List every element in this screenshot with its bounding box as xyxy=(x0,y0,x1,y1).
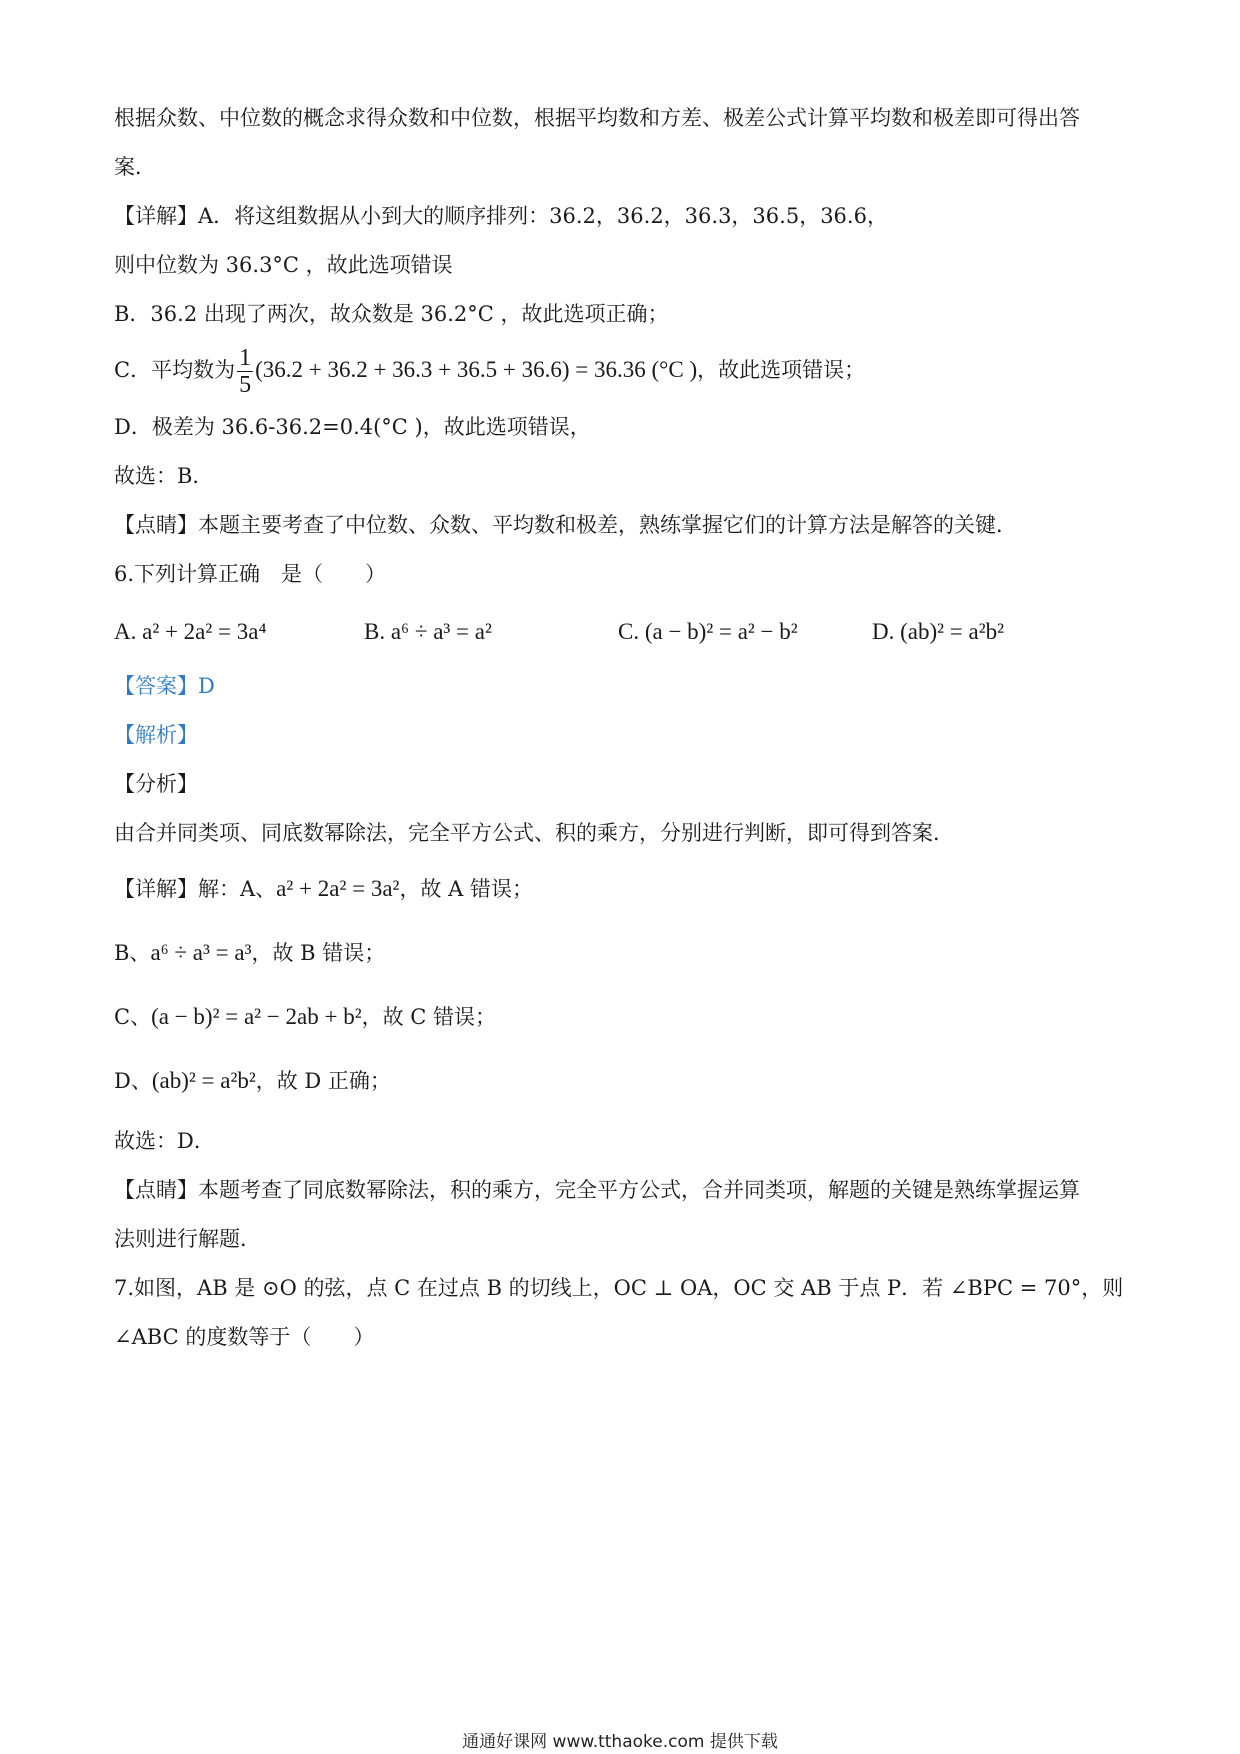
text-prefix: C．平均数为 xyxy=(114,358,236,382)
text-line: 案． xyxy=(114,155,156,179)
text-suffix: ，故此选项错误； xyxy=(697,358,866,382)
math-expression: (a − b)² = a² − 2ab + b² xyxy=(151,1004,362,1029)
option-a: A. a² + 2a² = 3a⁴ xyxy=(114,619,267,644)
answer-label: 【答案】D xyxy=(114,674,215,698)
question-7: 7.如图，AB 是 ⊙O 的弦，点 C 在过点 B 的切线上，OC ⊥ OA，OC 交 AB 于点 P．若 ∠BPC = 70°，则 xyxy=(114,1276,1124,1300)
text-prefix: 【详解】解：A、 xyxy=(114,877,277,901)
text-prefix: C、 xyxy=(114,1005,152,1029)
text-suffix: ，故 A 错误； xyxy=(399,877,533,901)
option-c: C. (a − b)² = a² − b² xyxy=(618,619,798,644)
text-suffix: ，故 D 正确； xyxy=(255,1069,391,1093)
question-6: 6.下列计算正确 是（ ） xyxy=(114,562,387,586)
math-expression: (36.2 + 36.2 + 36.3 + 36.5 + 36.6) = 36.36 (°C ) xyxy=(255,357,698,382)
fraction-numerator: 1 xyxy=(239,345,252,371)
mean-formula-line xyxy=(114,342,865,398)
fraction xyxy=(237,345,253,398)
text-line: 【点睛】本题考查了同底数幂除法，积的乘方，完全平方公式，合并同类项，解题的关键是熟练掌握运算 xyxy=(114,1178,1080,1202)
text-suffix: ，故 B 错误； xyxy=(251,941,386,965)
text-prefix: B、 xyxy=(114,941,151,965)
text-line: 故选：B． xyxy=(114,464,214,488)
detail-b xyxy=(114,938,385,968)
option-b: B. a⁶ ÷ a³ = a² xyxy=(364,619,492,644)
detail-d xyxy=(114,1066,391,1096)
text-line: 则中位数为 36.3°C ，故此选项错误 xyxy=(114,253,453,277)
text-suffix: ，故 C 错误； xyxy=(361,1005,497,1029)
text-prefix: D、 xyxy=(114,1069,152,1093)
option-d: D. (ab)² = a²b² xyxy=(872,619,1005,644)
text-line: 【点睛】本题主要考查了中位数、众数、平均数和极差，熟练掌握它们的计算方法是解答的关键． xyxy=(114,513,1017,537)
text-line: ∠ABC 的度数等于（ ） xyxy=(114,1325,375,1349)
detail-a xyxy=(114,874,533,904)
analysis-label: 【解析】 xyxy=(114,723,198,747)
text-line: 故选：D． xyxy=(114,1129,215,1153)
text-line: D．极差为 36.6-36.2=0.4(°C )，故此选项错误， xyxy=(114,415,591,439)
fenxi-label: 【分析】 xyxy=(114,772,198,796)
text-line: 【详解】A．将这组数据从小到大的顺序排列：36.2，36.2，36.3，36.5，36.6， xyxy=(114,204,888,228)
text-line: 根据众数、中位数的概念求得众数和中位数，根据平均数和方差、极差公式计算平均数和极差即可得出答 xyxy=(114,106,1080,130)
math-expression: a² + 2a² = 3a² xyxy=(276,876,400,901)
math-expression: (ab)² = a²b² xyxy=(151,1068,256,1093)
text-line: B．36.2 出现了两次，故众数是 36.2°C ，故此选项正确； xyxy=(114,302,669,326)
detail-c xyxy=(114,1002,496,1032)
math-expression: a⁶ ÷ a³ = a³ xyxy=(150,940,252,965)
fraction-denominator: 5 xyxy=(239,372,252,398)
page-footer: 通通好课网 www.tthaoke.com 提供下载 xyxy=(462,1732,778,1752)
text-line: 法则进行解题． xyxy=(114,1227,261,1251)
text-line: 由合并同类项、同底数幂除法，完全平方公式、积的乘方，分别进行判断，即可得到答案． xyxy=(114,821,954,845)
